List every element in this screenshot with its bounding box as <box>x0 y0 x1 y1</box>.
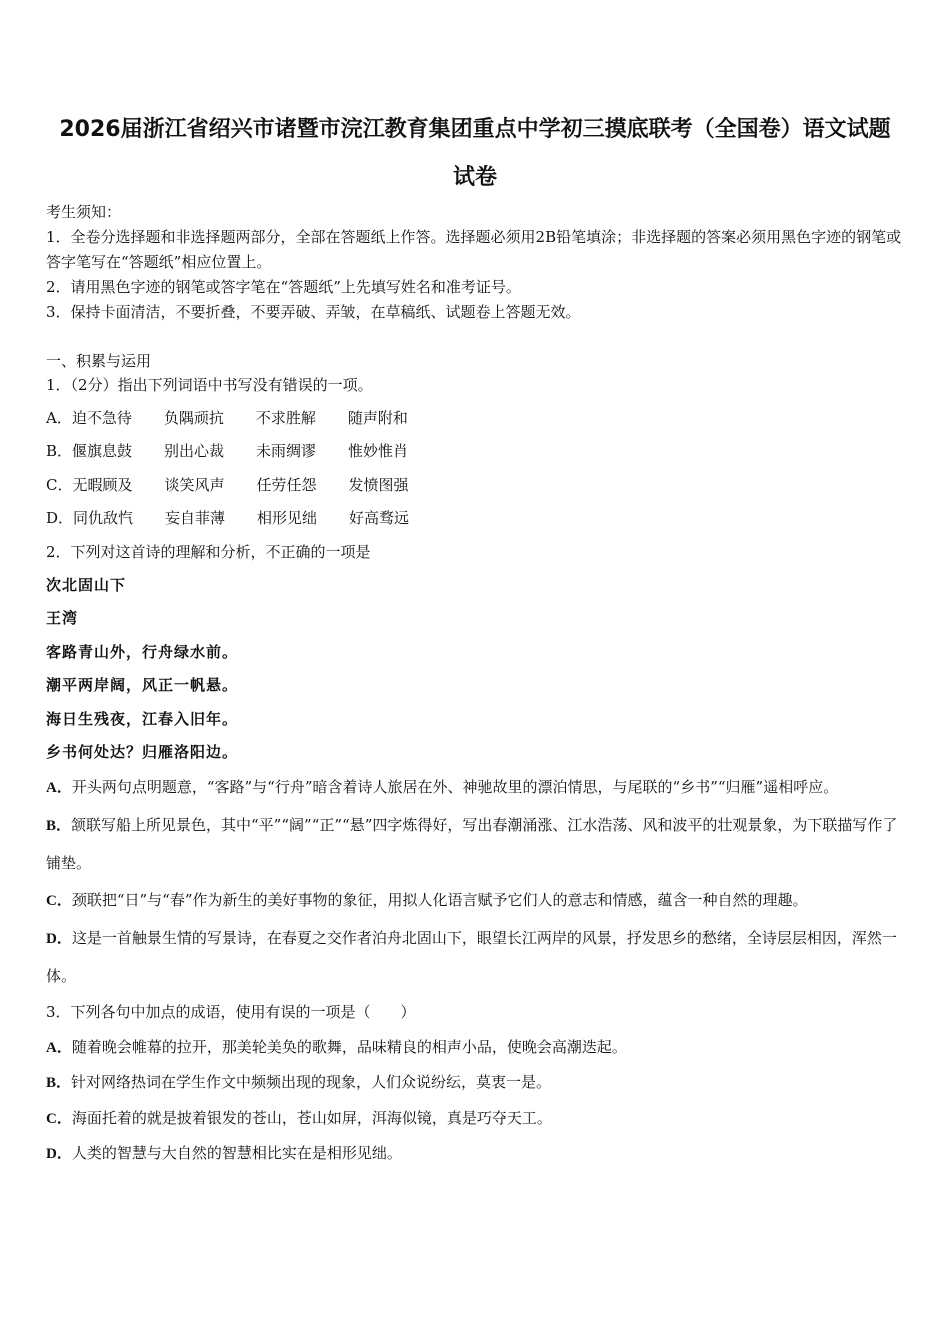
question-option: C．无暇顾及 谈笑风声 任劳任怨 发愤图强 <box>46 475 409 494</box>
poem-line: 潮平两岸阔，风正一帆悬。 <box>46 676 239 695</box>
document-title-continued: 试卷 <box>452 165 497 190</box>
question-option: B．颔联写船上所见景色，其中“平”“阔”“正”“悬”四字炼得好，写出春潮涌涨、江水浩荡、风和波平的壮观景象，为下联描写作了铺垫。 <box>46 816 898 873</box>
question-option: A．开头两句点明题意，“客路”与“行舟”暗含着诗人旅居在外、神驰故里的漂泊情思，与尾联的“乡书”“归雁”遥相呼应。 <box>46 778 839 797</box>
section-heading: 一、积累与运用 <box>46 352 152 370</box>
question-1-stem: 1．（2分）指出下列词语中书写没有错误的一项。 <box>46 376 373 394</box>
notice-heading: 考生须知： <box>46 203 122 221</box>
question-option: D．人类的智慧与大自然的智慧相比实在是相形见绌。 <box>46 1144 402 1163</box>
notice-item: 3．保持卡面清洁，不要折叠，不要弄破、弄皱，在草稿纸、试题卷上答题无效。 <box>46 303 581 321</box>
question-2-stem: 2．下列对这首诗的理解和分析，不正确的一项是 <box>46 542 371 561</box>
question-option: D．同仇敌忾 妄自菲薄 相形见绌 好高骛远 <box>46 509 410 528</box>
document-title: 2026届浙江省绍兴市诸暨市浣江教育集团重点中学初三摸底联考（全国卷）语文试题 <box>59 117 891 142</box>
poem-line: 乡书何处达？归雁洛阳边。 <box>46 743 239 762</box>
poem-line: 客路青山外，行舟绿水前。 <box>46 642 239 661</box>
exam-body <box>46 349 908 1172</box>
question-option: C．颈联把“日”与“春”作为新生的美好事物的象征，用拟人化语言赋予它们人的意志和情感，蕴含一种自然的理趣。 <box>46 891 808 910</box>
notice-item: 2．请用黑色字迹的钢笔或答字笔在“答题纸”上先填写姓名和准考证号。 <box>46 278 521 296</box>
question-1-options <box>46 402 908 536</box>
question-2-options <box>46 769 908 995</box>
question-option: A．随着晚会帷幕的拉开，那美轮美奂的歌舞，品味精良的相声小品，使晚会高潮迭起。 <box>46 1037 627 1056</box>
question-3-options <box>46 1030 908 1172</box>
poem-author: 王湾 <box>46 609 79 628</box>
question-option: C．海面托着的就是披着银发的苍山，苍山如屏，洱海似镜，真是巧夺天工。 <box>46 1108 552 1127</box>
question-3-stem: 3．下列各句中加点的成语，使用有误的一项是（ ） <box>46 1003 416 1022</box>
exam-notice <box>46 200 906 325</box>
question-option: D．这是一首触景生情的写景诗，在春夏之交作者泊舟北固山下，眼望长江两岸的风景，抒发思乡的愁绪，全诗层层相因，浑然一体。 <box>46 929 897 986</box>
question-option: B．针对网络热词在学生作文中频频出现的现象，人们众说纷纭，莫衷一是。 <box>46 1073 552 1092</box>
question-option: B．偃旗息鼓 别出心裁 未雨绸谬 惟妙惟肖 <box>46 442 409 461</box>
poem-title: 次北固山下 <box>46 576 127 595</box>
notice-item: 1．全卷分选择题和非选择题两部分，全部在答题纸上作答。选择题必须用2B铅笔填涂；非选择题的答案必须用黑色字迹的钢笔或答字笔写在“答题纸”相应位置上。 <box>46 228 902 271</box>
poem-line: 海日生残夜，江春入旧年。 <box>46 709 239 728</box>
question-option: A．迫不急待 负隅顽抗 不求胜解 随声附和 <box>46 409 408 427</box>
